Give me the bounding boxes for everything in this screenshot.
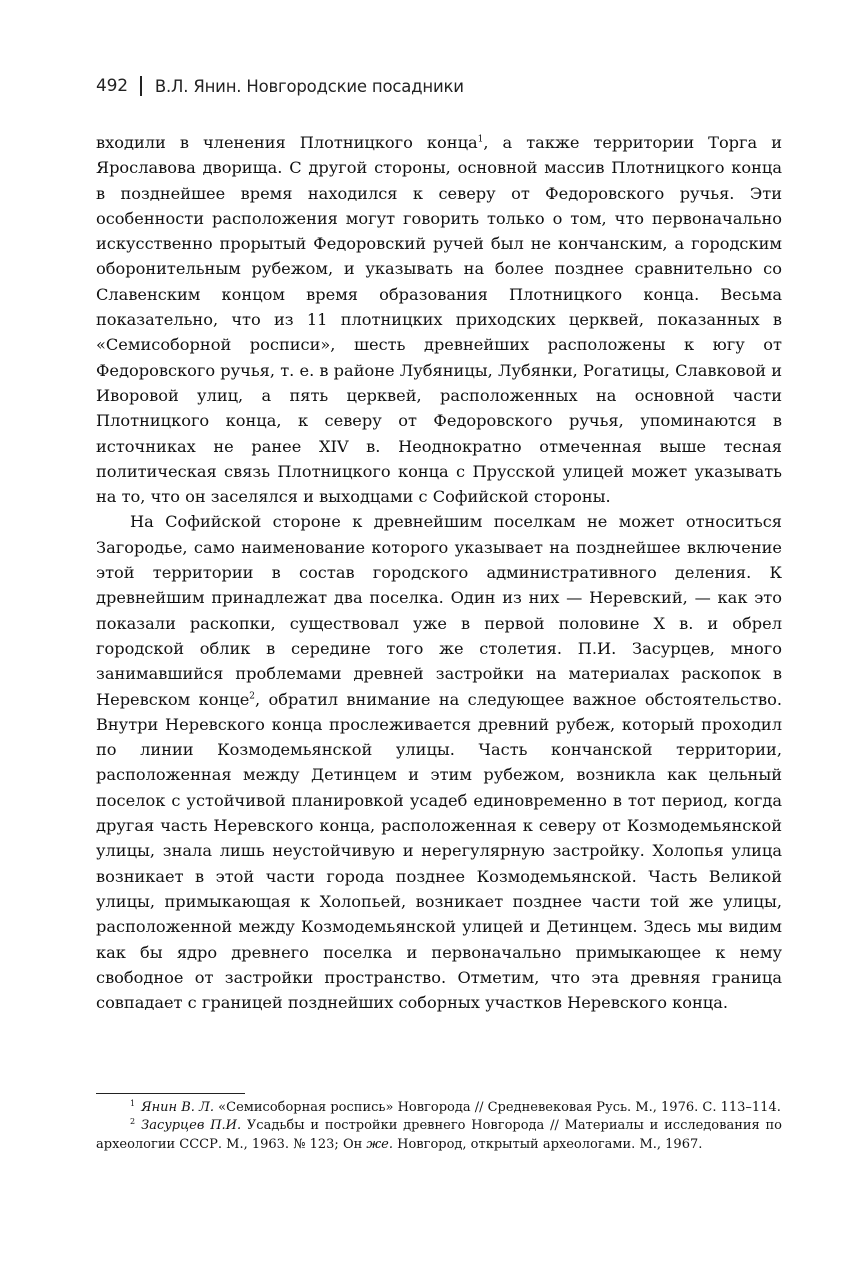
page-number: 492 [96, 76, 128, 96]
footnote-2-number: 2 [130, 1117, 136, 1127]
paragraph-2 [96, 509, 782, 1015]
paragraph-2-text-a: На Софийской стороне к древнейшим поселкам не может относиться Загородье, само наименование которого указывает на позднейшее включение этой территории в состав городского административного деления. К древнейшим принадлежат два поселка. Один из них — Неревский, — как это показали раскопки, существовал уже в первой половине X в. и обрел городской облик в середине того же столетия. П.И. Засурцев, много занимавшийся проблемами древней застройки на материалах раскопок в Неревском конце [96, 512, 782, 709]
footnote-1 [96, 1099, 782, 1117]
paragraph-1-text-b: , а также территории Торга и Ярославова дворища. С другой стороны, основной массив Плотницкого конца в позднейшее время находился к северу от Федоровского ручья. Эти особенности расположения могут говорить только о том, что первоначально искусственно прорытый Федоровский ручей был не кончанским, а городским оборонительным рубежом, и указывать на более позднее сравнительно со Славенским концом время образования Плотницкого конца. Весьма показательно, что из 11 плотницких приходских церквей, показанных в «Семисоборной росписи», шесть древнейших расположены к югу от Федоровского ручья, т. е. в районе Лубяницы, Лубянки, Рогатицы, Славковой и Иворовой улиц, а пять церквей, расположенных на основной части Плотницкого конца, к северу от Федоровского ручья, упоминаются в источниках не ранее XIV в. Неоднократно отмеченная выше тесная политическая связь Плотницкого конца с Прусской улицей может указывать на то, что он заселялся и выходцами с Софийской стороны. [96, 133, 782, 507]
main-text [96, 130, 782, 1015]
footnote-divider [96, 1093, 245, 1094]
footnote-1-number: 1 [130, 1098, 136, 1108]
footnote-2-author: Засурцев П.И. [141, 1118, 242, 1134]
footnote-1-text: «Семисоборная роспись» Новгорода // Средневековая Русь. М., 1976. С. 113–114. [214, 1100, 781, 1115]
paragraph-1 [96, 130, 782, 509]
header-divider [140, 76, 142, 96]
footnotes [96, 1099, 782, 1154]
footnote-2-text-b: Новгород, открытый археологами. М., 1967. [393, 1136, 703, 1152]
footnote-1-author: Янин В. Л. [141, 1100, 215, 1115]
footnote-ref-1[interactable]: 1 [477, 134, 484, 145]
footnote-ref-2[interactable]: 2 [249, 691, 256, 702]
footnote-2 [96, 1117, 782, 1154]
running-title: В.Л. Янин. Новгородские посадники [154, 76, 464, 96]
paragraph-1-text-a: входили в членения Плотницкого конца [96, 133, 478, 152]
paragraph-2-text-b: , обратил внимание на следующее важное обстоятельство. Внутри Неревского конца прослеживается древний рубеж, который проходил по линии Козмодемьянской улицы. Часть кончанской территории, расположенная между Детинцем и этим рубежом, возникла как цельный поселок с устойчивой планировкой усадеб единовременно в тот период, когда другая часть Неревского конца, расположенная к северу от Козмодемьянской улицы, знала лишь неустойчивую и нерегулярную застройку. Холопья улица возникает в этой части города позднее Козмодемьянской. Часть Великой улицы, примыкающая к Холопьей, возникает позднее части той же улицы, расположенной между Козмодемьянской улицей и Детинцем. Здесь мы видим как бы ядро древнего поселка и первоначально примыкающее к нему свободное от застройки пространство. Отметим, что эта древняя граница совпадает с границей позднейших соборных участков Неревского конца. [96, 689, 783, 1013]
footnote-2-text-a: Усадьбы и постройки древнего Новгорода // Материалы и исследования по археологии СССР. М., 1963. № 123; Он [96, 1118, 782, 1152]
footnote-2-italic: же. [366, 1136, 394, 1152]
running-header [96, 72, 796, 100]
